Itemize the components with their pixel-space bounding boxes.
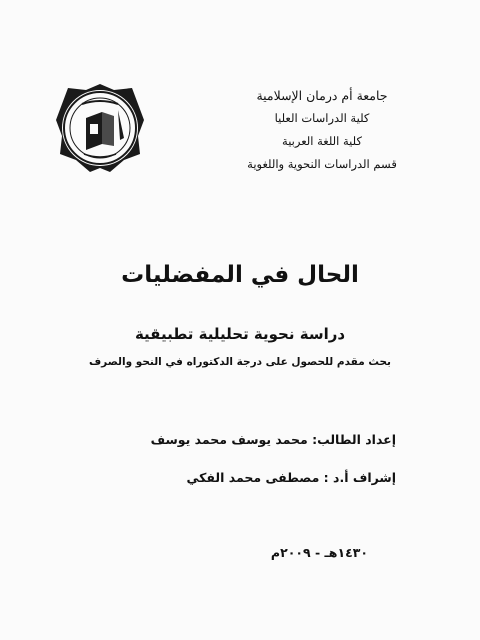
thesis-subtitle: دراسة نحوية تحليلية تطبيقية — [134, 325, 346, 343]
author-line: إعداد الطالب: محمد يوسف محمد يوسف — [150, 432, 396, 447]
institution-header — [222, 84, 422, 176]
thesis-purpose: بحث مقدم للحصول على درجة الدكتوراه في النحو والصرف — [88, 356, 392, 368]
thesis-title: الحال في المفضليات — [121, 262, 359, 288]
thesis-date: ١٤٣٠هـ - ٢٠٠٩م — [270, 545, 368, 560]
department-name: قسم الدراسات النحوية واللغوية — [247, 157, 397, 171]
college-name: كلية اللغة العربية — [282, 134, 362, 148]
university-name: جامعة أم درمان الإسلامية — [256, 88, 388, 103]
university-seal-icon — [52, 80, 148, 176]
supervisor-line: إشراف أ.د : مصطفى محمد الفكي — [186, 470, 396, 485]
faculty-name: كلية الدراسات العليا — [274, 111, 370, 125]
